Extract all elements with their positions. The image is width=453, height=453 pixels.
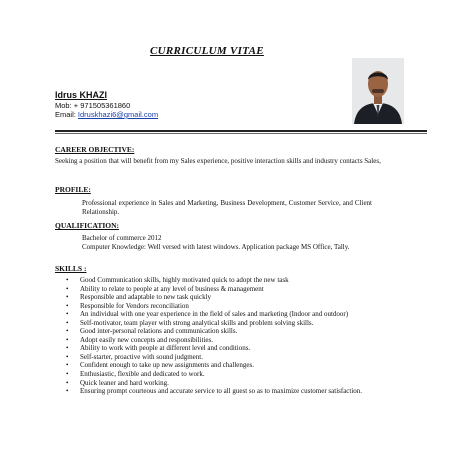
skill-item: • Good inter-personal relations and communication skills. (66, 327, 424, 336)
portrait-icon (352, 58, 404, 124)
skill-item: • Adopt easily new concepts and responsibilities. (66, 336, 424, 345)
qualification-degree: Bachelor of commerce 2012 (82, 234, 162, 242)
email-label: Email: (55, 110, 78, 119)
skill-item: • An individual with one year experience in the field of sales and marketing (Indoor and outdoor) (66, 310, 424, 319)
skill-item: • Self-starter, proactive with sound judgment. (66, 353, 424, 362)
skill-item: • Good Communication skills, highly motivated quick to adopt the new task (66, 276, 424, 285)
qualification-text (82, 234, 382, 251)
skill-item: • Self-motivator, team player with strong analytical skills and problem solving skills. (66, 319, 424, 328)
skill-item: • Quick leaner and hard working. (66, 379, 424, 388)
skills-list (66, 276, 424, 396)
skill-item: • Responsible and adaptable to new task quickly (66, 293, 424, 302)
skill-item: • Ability to relate to people at any level of business & management (66, 285, 424, 294)
skill-item: • Confident enough to take up new assignments and challenges. (66, 361, 424, 370)
qualification-heading: QUALIFICATION: (55, 221, 120, 230)
candidate-name: Idrus KHAZI (55, 90, 108, 100)
skill-item: • Enthusiastic, flexible and dedicated to work. (66, 370, 424, 379)
skills-heading: SKILLS : (55, 264, 87, 273)
portrait-photo (352, 58, 404, 124)
qualification-computer: Computer Knowledge: Well versed with latest windows. Application package MS Office, Tally. (82, 242, 350, 251)
skill-item: • Responsible for Vendors reconciliation (66, 302, 424, 311)
skill-item: • Ensuring prompt courteous and accurate service to all guest so as to maximize customer satisfaction. (66, 387, 424, 396)
objective-heading: CAREER OBJECTIVE: (55, 145, 135, 154)
email-link[interactable]: Idruskhazi6@gmail.com (77, 110, 159, 119)
mobile-number: Mob: + 971505361860 (55, 101, 131, 110)
profile-heading: PROFILE: (55, 185, 91, 194)
profile-text: Professional experience in Sales and Marketing, Business Development, Customer Service, and Client Relationship. (82, 199, 372, 216)
header-divider-thin (55, 133, 427, 134)
email-line (55, 110, 158, 119)
header-divider (55, 130, 427, 132)
objective-text: Seeking a position that will benefit from my Sales experience, positive interaction skills and industry contacts Sales, (55, 157, 381, 165)
document-title: CURRICULUM VITAE (150, 45, 264, 57)
skill-item: • Ability to work with people at different level and conditions. (66, 344, 424, 353)
